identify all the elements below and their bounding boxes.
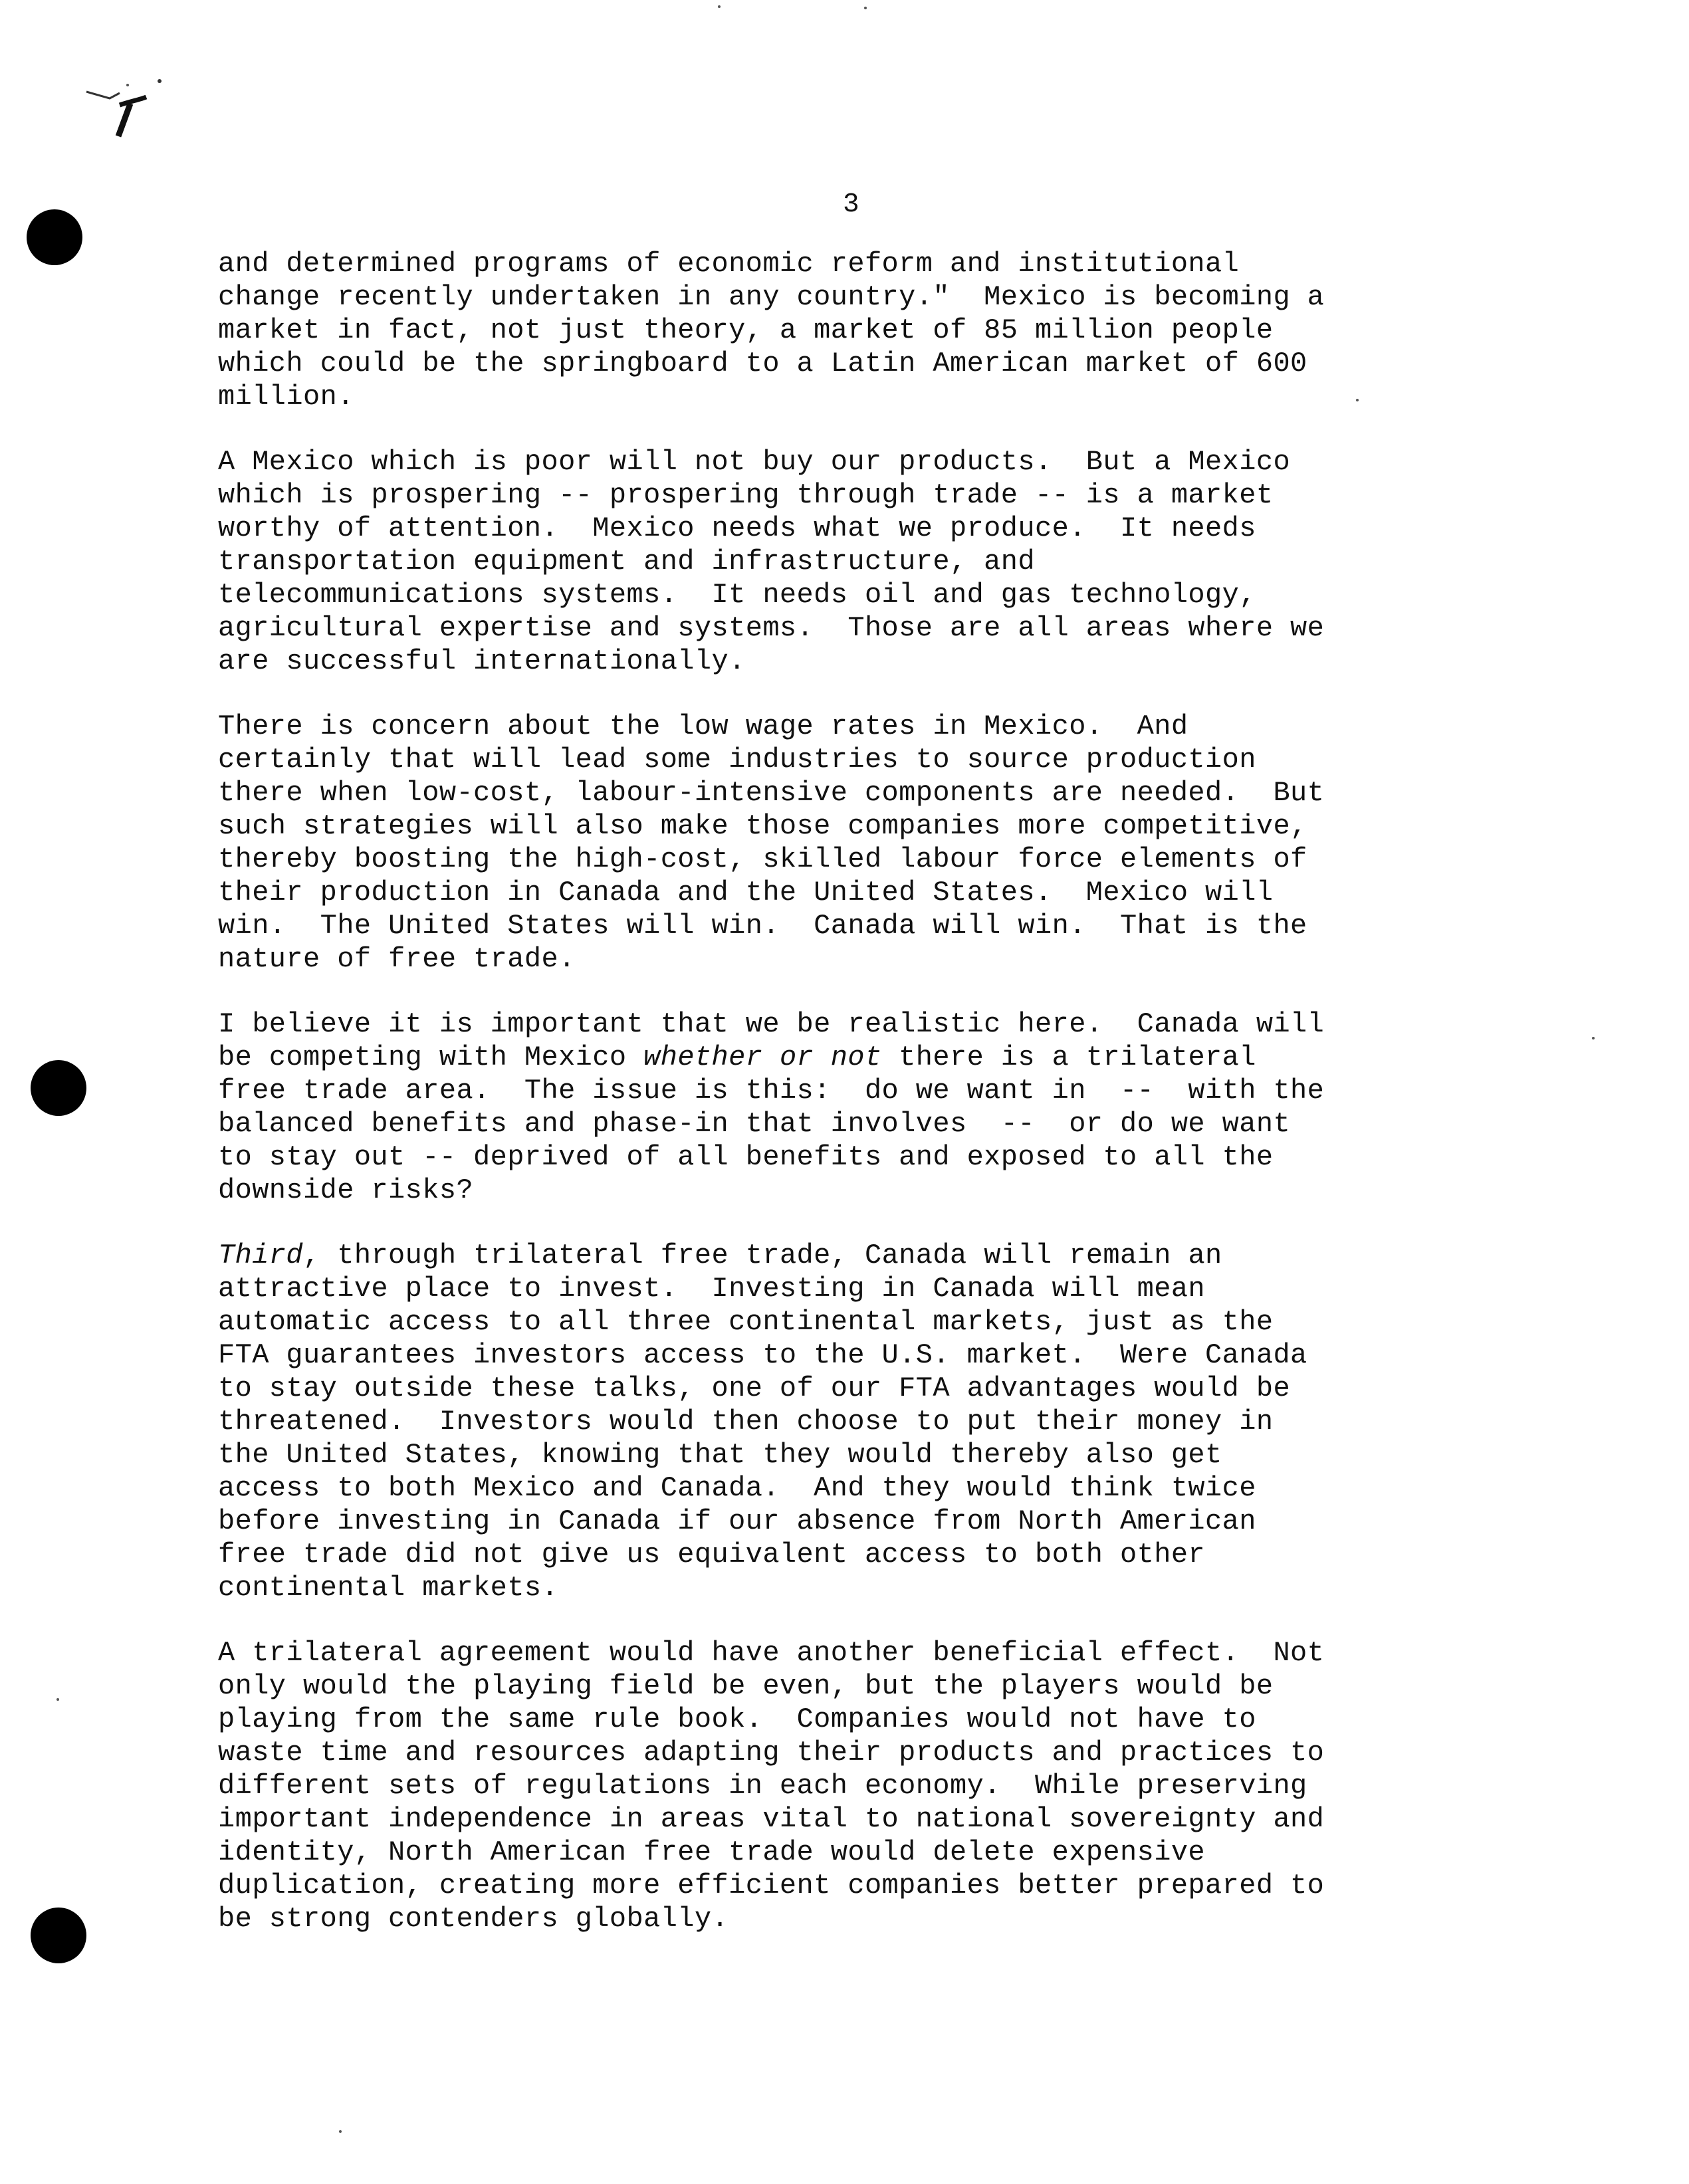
paragraph <box>218 1636 1561 1935</box>
paragraph <box>218 247 1561 413</box>
pen-mark <box>80 66 166 140</box>
text-line: automatic access to all three continental markets, just as the <box>218 1306 1274 1338</box>
text-line: Third, through trilateral free trade, Canada will remain an <box>218 1240 1222 1271</box>
text-line: are successful internationally. <box>218 645 746 677</box>
text-line: agricultural expertise and systems. Those are all areas where we <box>218 612 1325 644</box>
text-line: access to both Mexico and Canada. And they would think twice <box>218 1472 1256 1504</box>
text-line: the United States, knowing that they would thereby also get <box>218 1439 1222 1471</box>
text-line: There is concern about the low wage rates in Mexico. And <box>218 710 1188 742</box>
text-line: be strong contenders globally. <box>218 1903 729 1935</box>
text-line: certainly that will lead some industries to source production <box>218 744 1256 776</box>
text-line: worthy of attention. Mexico needs what we produce. It needs <box>218 512 1256 544</box>
text-line: downside risks? <box>218 1174 474 1206</box>
text-line: win. The United States will win. Canada will win. That is the <box>218 910 1307 942</box>
text-line: million. <box>218 381 354 413</box>
paragraph <box>218 1008 1561 1207</box>
body-text <box>218 247 1561 1967</box>
text-line: duplication, creating more efficient companies better prepared to <box>218 1870 1325 1902</box>
text-line: thereby boosting the high-cost, skilled labour force elements of <box>218 843 1307 875</box>
text-line: different sets of regulations in each economy. While preserving <box>218 1770 1307 1802</box>
text-line: to stay out -- deprived of all benefits and exposed to all the <box>218 1141 1274 1173</box>
text-line: balanced benefits and phase-in that involves -- or do we want <box>218 1108 1291 1140</box>
text-line: change recently undertaken in any country." Mexico is becoming a <box>218 281 1325 313</box>
text-line: FTA guarantees investors access to the U.S. market. Were Canada <box>218 1339 1307 1371</box>
text-line: there when low-cost, labour-intensive components are needed. But <box>218 777 1325 809</box>
scan-speck <box>1592 1037 1595 1039</box>
punch-hole-bottom <box>31 1908 86 1963</box>
paragraph <box>218 1239 1561 1604</box>
text-line: playing from the same rule book. Companies would not have to <box>218 1703 1256 1735</box>
text-line: before investing in Canada if our absence from North American <box>218 1505 1256 1537</box>
text-line: A Mexico which is poor will not buy our products. But a Mexico <box>218 446 1291 478</box>
text-line: be competing with Mexico whether or not there is a trilateral <box>218 1041 1256 1073</box>
page-number: 3 <box>843 189 859 220</box>
text-line: such strategies will also make those companies more competitive, <box>218 810 1307 842</box>
scan-speck <box>864 7 867 9</box>
text-line: which could be the springboard to a Latin American market of 600 <box>218 348 1307 380</box>
text-line: nature of free trade. <box>218 943 576 975</box>
text-line: threatened. Investors would then choose to put their money in <box>218 1406 1274 1438</box>
text-line: which is prospering -- prospering through trade -- is a market <box>218 479 1274 511</box>
scan-speck <box>56 1698 59 1701</box>
text-line: A trilateral agreement would have another beneficial effect. Not <box>218 1637 1325 1669</box>
scan-speck <box>718 5 721 8</box>
text-line: telecommunications systems. It needs oil and gas technology, <box>218 579 1256 611</box>
text-line: identity, North American free trade would delete expensive <box>218 1836 1206 1868</box>
punch-hole-top <box>27 209 82 265</box>
text-line: their production in Canada and the United States. Mexico will <box>218 877 1274 909</box>
text-line: market in fact, not just theory, a market of 85 million people <box>218 314 1274 346</box>
paragraph <box>218 445 1561 678</box>
text-line: attractive place to invest. Investing in Canada will mean <box>218 1273 1206 1305</box>
text-line: free trade area. The issue is this: do we want in -- with the <box>218 1075 1325 1107</box>
text-line: waste time and resources adapting their products and practices to <box>218 1737 1325 1769</box>
text-line: only would the playing field be even, but the players would be <box>218 1670 1274 1702</box>
text-line: to stay outside these talks, one of our FTA advantages would be <box>218 1372 1291 1404</box>
text-line: important independence in areas vital to national sovereignty and <box>218 1803 1325 1835</box>
paragraph <box>218 710 1561 976</box>
scan-speck <box>1356 399 1359 401</box>
scan-speck <box>339 2130 342 2133</box>
text-line: continental markets. <box>218 1572 559 1604</box>
text-line: and determined programs of economic reform and institutional <box>218 248 1240 280</box>
text-line: transportation equipment and infrastructure, and <box>218 546 1035 578</box>
text-line: I believe it is important that we be realistic here. Canada will <box>218 1008 1325 1040</box>
text-line: free trade did not give us equivalent access to both other <box>218 1539 1206 1571</box>
punch-hole-middle <box>31 1060 86 1116</box>
